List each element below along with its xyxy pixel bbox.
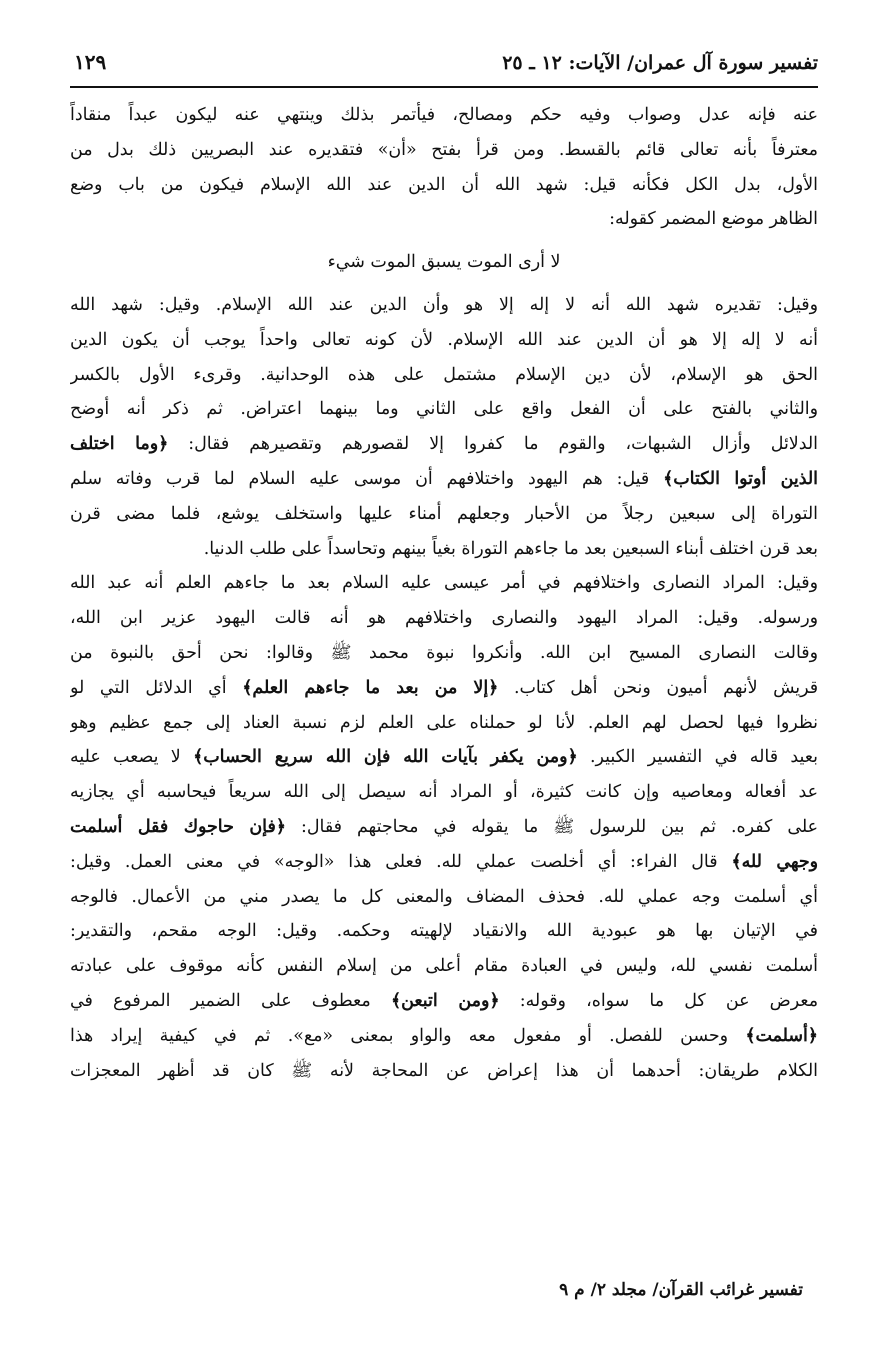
quran-quote: وجهي لله﴾ xyxy=(731,851,818,872)
running-title: تفسير سورة آل عمران/ الآيات: ١٢ ـ ٢٥ xyxy=(502,52,818,74)
line-text: معرض عن كل ما سواه، وقوله: xyxy=(499,990,818,1011)
line-text: على كفره. ثم بين للرسول ﷺ ما يقوله في محاجتهم فقال: xyxy=(285,816,818,837)
line-text: عد أفعاله ومعاصيه وإن كانت كثيرة، أو المراد أنه سيصل إلى الله سريعاً فيحاسبه أي يجازيه xyxy=(70,782,818,803)
spacer xyxy=(70,237,818,245)
line-text: لا أرى الموت يسبق الموت شيء xyxy=(327,252,561,273)
line-text: أي أسلمت وجه عملي لله. فحذف المضاف والمعنى كل ما يصدر مني من الأعمال. فالوجه xyxy=(70,886,818,907)
text-line xyxy=(70,168,818,203)
spacer xyxy=(70,280,818,288)
text-line xyxy=(70,810,818,845)
line-text: التوراة إلى سبعين رجلاً من الأحبار وجعلهم أمناء عليها واستخلف يوشع، فلما مضى قرن xyxy=(70,503,818,524)
quran-quote: ﴿ومن يكفر بآيات الله فإن الله سريع الحساب﴾ xyxy=(193,747,578,768)
line-text: والثاني بالفتح على أن الفعل واقع على الثاني وما بينهما اعتراض. ثم ذكر أنه أوضح xyxy=(70,399,818,420)
text-line xyxy=(70,98,818,133)
text-line xyxy=(70,845,818,880)
line-text: وقيل: المراد النصارى واختلافهم في أمر عيسى عليه السلام بعد ما جاءهم العلم أنه عبد الله xyxy=(70,573,818,594)
line-text: معترفاً بأنه تعالى قائم بالقسط. ومن قرأ بفتح «أن» فتقديره عند البصريين ذلك بدل من xyxy=(70,139,818,160)
line-text: قريش لأنهم أميون ونحن أهل كتاب. xyxy=(498,677,818,698)
quran-quote: ﴿أسلمت﴾ xyxy=(745,1025,818,1046)
line-text: في الإتيان بها هو عبودية الله والانقياد لإلهيته وحكمه. وقيل: الوجه مقحم، والتقدير: xyxy=(70,921,818,942)
quran-quote: الذين أوتوا الكتاب﴾ xyxy=(663,468,818,489)
text-line xyxy=(70,949,818,984)
text-line xyxy=(70,1054,818,1089)
running-header xyxy=(70,50,818,88)
text-line xyxy=(70,984,818,1019)
text-line xyxy=(70,133,818,168)
text-line xyxy=(70,288,818,323)
text-line xyxy=(70,775,818,810)
text-line xyxy=(70,601,818,636)
text-line xyxy=(70,497,818,532)
text-line xyxy=(70,1019,818,1054)
line-text: بعيد قاله في التفسير الكبير. xyxy=(577,747,818,768)
line-text: قال الفراء: أي أخلصت عملي لله. فعلى هذا «الوجه» في معنى العمل. وقيل: xyxy=(70,851,732,872)
text-line xyxy=(70,202,818,237)
line-text: ورسوله. وقيل: المراد اليهود والنصارى واختلافهم هو أنه قالت اليهود عزير ابن الله، xyxy=(70,608,818,629)
line-text: بعد قرن اختلف أبناء السبعين بعد ما جاءهم التوراة بغياً بينهم وتحاسداً على طلب الدنيا. xyxy=(203,538,818,559)
line-text: لا يصعب عليه xyxy=(70,747,194,768)
text-line xyxy=(70,740,818,775)
text-line xyxy=(70,706,818,741)
text-line xyxy=(70,532,818,567)
quran-quote: ﴿فإن حاجوك فقل أسلمت xyxy=(70,816,286,837)
text-line xyxy=(70,636,818,671)
line-text: أنه لا إله إلا هو أن الدين عند الله الإسلام. لأن كونه تعالى واحداً يوجب أن يكون الدين xyxy=(70,329,818,350)
text-line xyxy=(70,323,818,358)
line-text: معطوف على الضمير المرفوع في xyxy=(70,990,391,1011)
text-line xyxy=(70,914,818,949)
line-text: الكلام طريقان: أحدهما أن هذا إعراض عن المحاجة لأنه ﷺ كان قد أظهر المعجزات xyxy=(70,1060,818,1081)
line-text: الظاهر موضع المضمر كقوله: xyxy=(609,209,818,230)
text-line xyxy=(70,566,818,601)
line-text: وقالت النصارى المسيح ابن الله. وأنكروا نبوة محمد ﷺ وقالوا: نحن أحق بالنبوة من xyxy=(70,642,818,663)
line-text: نظروا فيها لحصل لهم العلم. لأنا لو حملناه على العلم لزم نسبة العناد إلى جمع عظيم وهو xyxy=(70,712,818,733)
line-text: الأول، بدل الكل فكأنه قيل: شهد الله أن الدين عند الله الإسلام فيكون من باب وضع xyxy=(70,174,818,195)
quran-quote: ﴿إلا من بعد ما جاءهم العلم﴾ xyxy=(242,677,499,698)
text-line xyxy=(70,880,818,915)
quran-quote: ﴿ومن اتبعن﴾ xyxy=(390,990,500,1011)
line-text: وقيل: تقديره شهد الله أنه لا إله إلا هو وأن الدين عند الله الإسلام. وقيل: شهد الله xyxy=(70,294,818,315)
line-text: عنه فإنه عدل وصواب وفيه حكم ومصالح، فيأتمر بذلك وينتهي عنه ليكون عبداً منقاداً xyxy=(70,105,818,125)
line-text: الحق هو الإسلام، لأن دين الإسلام مشتمل على هذه الوحدانية. وقرىء الأول بالكسر xyxy=(70,364,818,385)
text-line xyxy=(70,462,818,497)
body-text xyxy=(70,98,818,1088)
page xyxy=(70,50,818,1088)
text-line xyxy=(70,427,818,462)
signature-footer: تفسير غرائب القرآن/ مجلد ٢/ م ٩ xyxy=(559,1280,803,1300)
line-text: الدلائل وأزال الشبهات، والقوم ما كفروا إلا لقصورهم وتقصيرهم فقال: xyxy=(168,434,818,455)
text-line xyxy=(70,392,818,427)
quran-quote: ﴿وما اختلف xyxy=(70,434,169,455)
page-number: ١٢٩ xyxy=(74,50,107,74)
text-line xyxy=(70,671,818,706)
text-line xyxy=(70,358,818,393)
line-text: أي الدلائل التي لو xyxy=(70,677,243,698)
line-text: أسلمت نفسي لله، وليس في العبادة مقام أعلى من إسلام النفس كأنه موقوف على عبادته xyxy=(70,956,818,977)
line-text: قيل: هم اليهود واختلافهم أن موسى عليه السلام لما قرب وفاته سلم xyxy=(70,468,664,489)
verse-line xyxy=(70,245,818,280)
line-text: وحسن للفصل. أو مفعول معه والواو بمعنى «مع». ثم في كيفية إيراد هذا xyxy=(70,1025,746,1046)
